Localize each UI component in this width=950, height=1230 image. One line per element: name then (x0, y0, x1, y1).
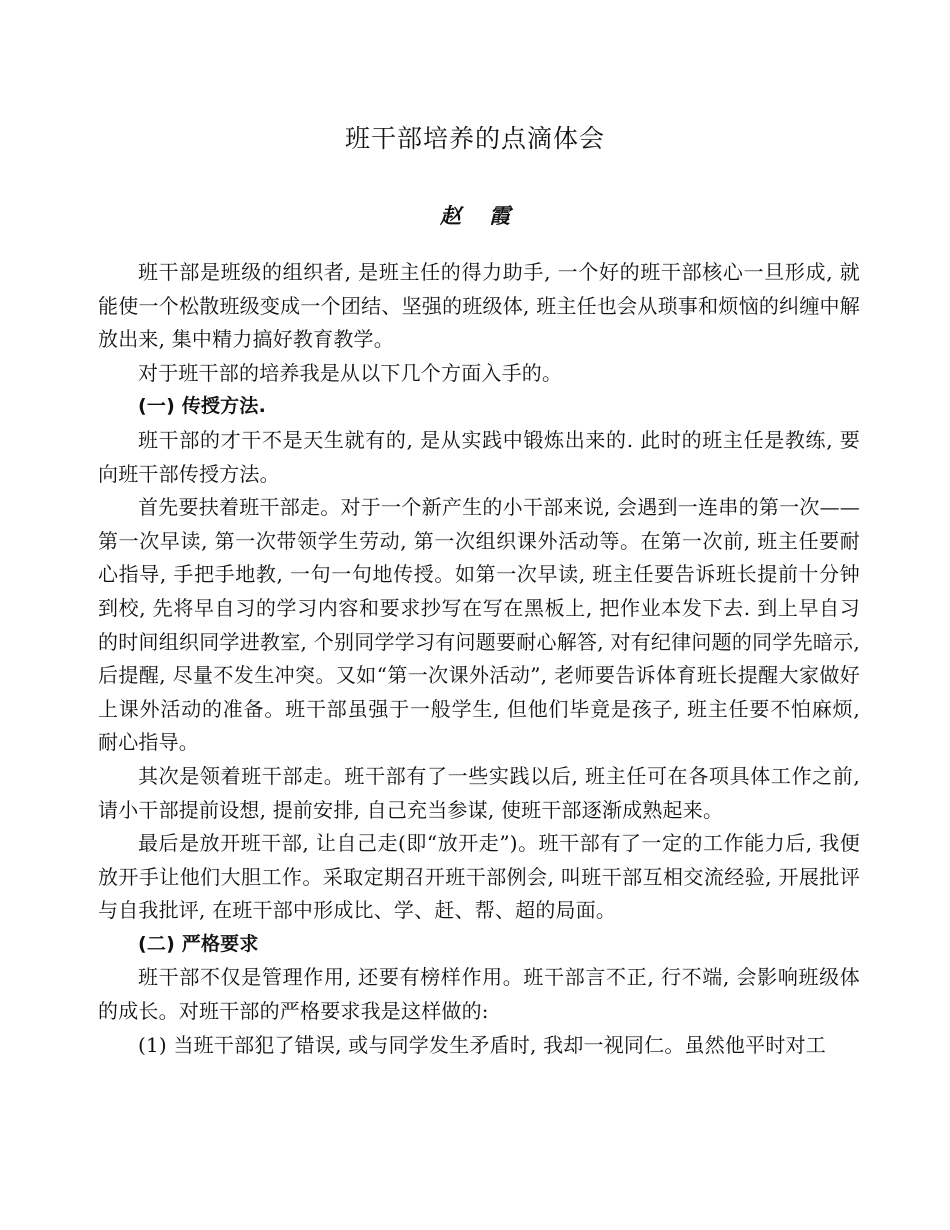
paragraph-overview: 对于班干部的培养我是从以下几个方面入手的。 (138, 360, 563, 385)
section-heading-1: (一) 传授方法. (138, 395, 266, 418)
paragraph-section2-intro: 班干部不仅是管理作用, 还要有榜样作用。班干部言不正, 行不端, 会影响班级体的成长。对班干部的严格要求我是这样做的: (98, 965, 860, 1024)
paragraph-point-1: (1) 当班干部犯了错误, 或与同学发生矛盾时, 我却一视同仁。虽然他平时对工 (138, 1032, 826, 1057)
paragraph-section1-intro: 班干部的才干不是天生就有的, 是从实践中锻炼出来的. 此时的班主任是教练, 要向班干部传授方法。 (98, 427, 860, 486)
section-heading-2: (二) 严格要求 (138, 932, 259, 955)
paragraph-intro: 班干部是班级的组织者, 是班主任的得力助手, 一个好的班干部核心一旦形成, 就能使一个松散班级变成一个团结、坚强的班级体, 班主任也会从琐事和烦恼的纠缠中解放出来, 集中精力搞好教育教学。 (98, 260, 860, 352)
author-name: 赵霞 (440, 203, 538, 228)
paragraph-third-step: 最后是放开班干部, 让自己走(即“放开走”)。班干部有了一定的工作能力后, 我便放开手让他们大胆工作。采取定期召开班干部例会, 叫班干部互相交流经验, 开展批评与自我批评, 在班干部中形成比、学、赶、帮、超的局面。 (98, 831, 860, 923)
paragraph-second-step: 其次是领着班干部走。班干部有了一些实践以后, 班主任可在各项具体工作之前, 请小干部提前设想, 提前安排, 自己充当参谋, 使班干部逐渐成熟起来。 (98, 763, 860, 822)
paragraph-first-step: 首先要扶着班干部走。对于一个新产生的小干部来说, 会遇到一连串的第一次——第一次早读, 第一次带领学生劳动, 第一次组织课外活动等。在第一次前, 班主任要耐心指导, 手把手地教, 一句一句地传授。如第一次早读, 班主任要告诉班长提前十分钟到校, 先将早自习的学习内容和要求抄写在写在黑板上, 把作业本发下去. 到上早自习的时间组织同学进教室, 个别同学学习有问题要耐心解答, 对有纪律问题的同学先暗示, 后提醒, 尽量不发生冲突。又如“第一次课外活动”, 老师要告诉体育班长提醒大家做好上课外活动的准备。班干部虽强于一般学生, 但他们毕竟是孩子, 班主任要不怕麻烦, 耐心指导。 (98, 495, 860, 755)
article-body (98, 256, 860, 1062)
page-title: 班干部培养的点滴体会 (344, 124, 605, 153)
